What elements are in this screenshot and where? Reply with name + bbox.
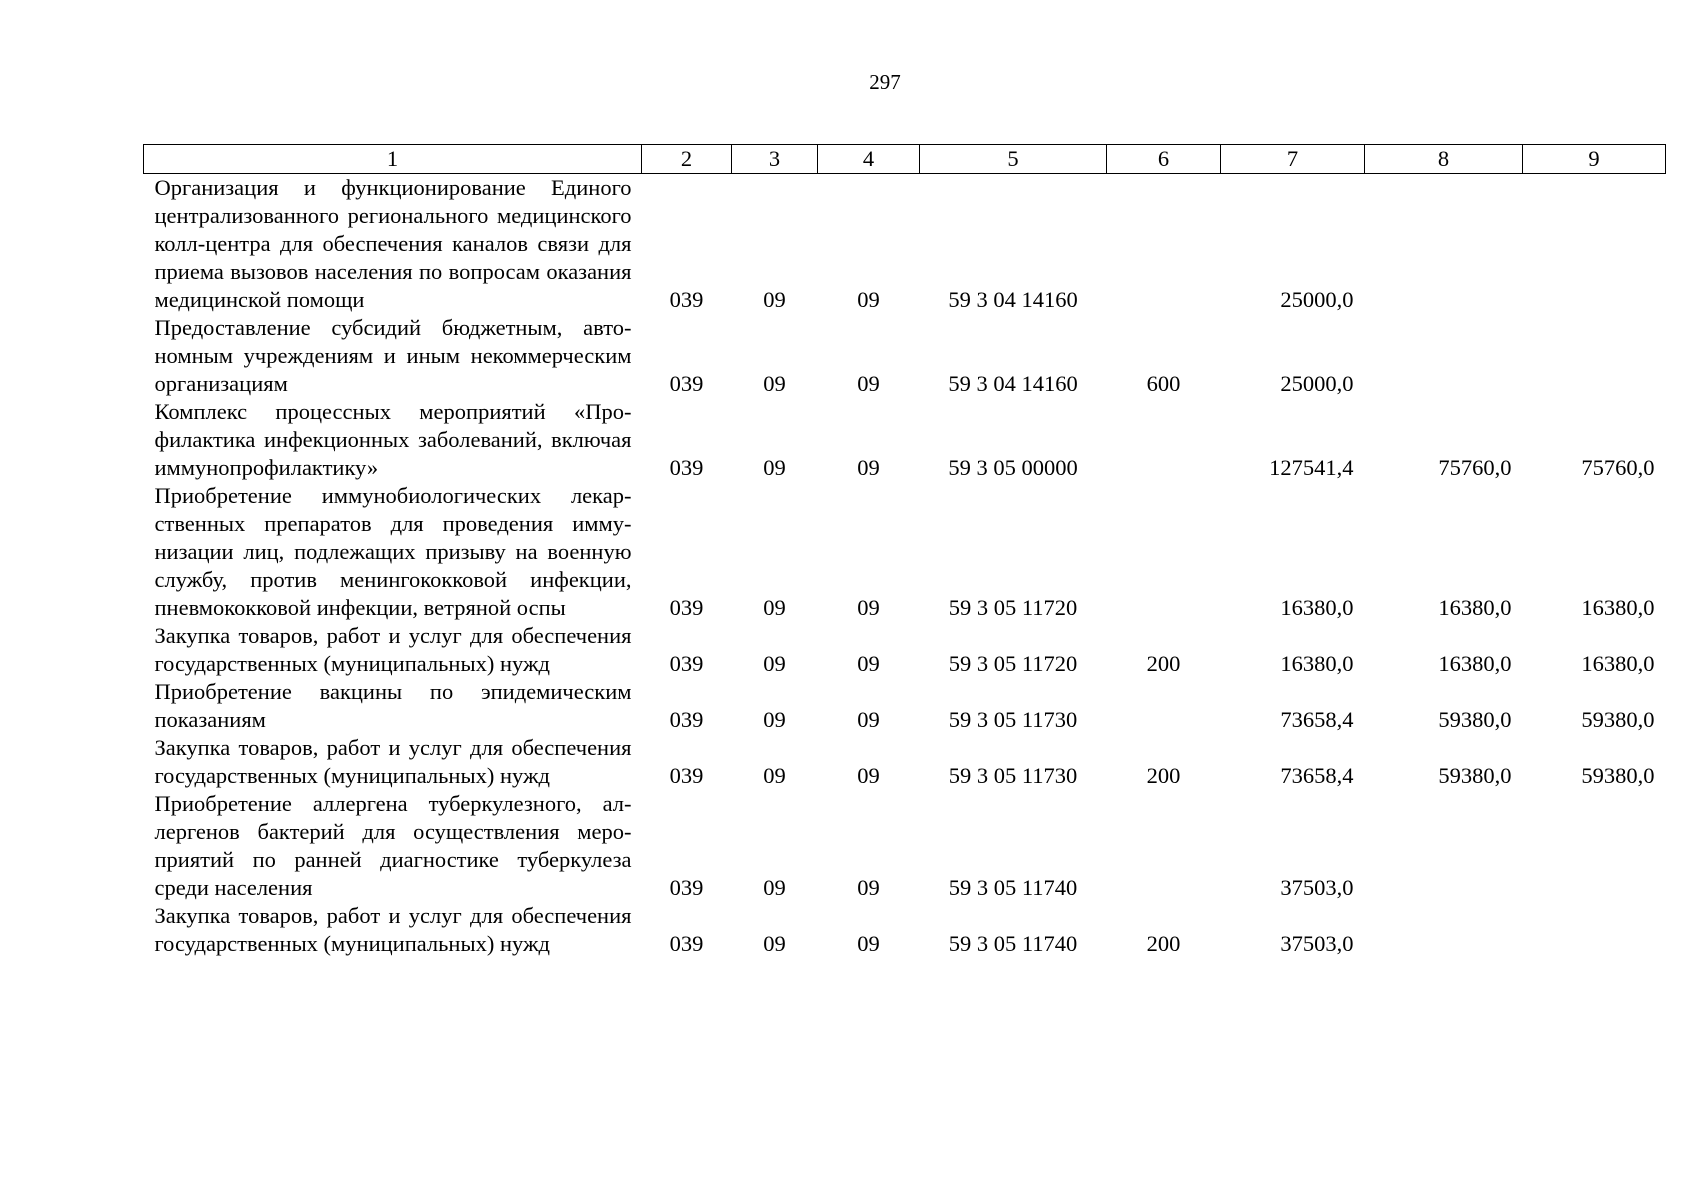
row-ministry-code: 039 xyxy=(669,595,704,620)
row-section-code: 09 xyxy=(763,875,786,900)
row-target-article: 59 3 05 11740 xyxy=(948,931,1078,956)
column-header-5: 5 xyxy=(920,145,1107,174)
row-amount-year-2: 59380,0 xyxy=(1438,763,1512,788)
row-amount-year-2: 16380,0 xyxy=(1438,651,1512,676)
row-section-code: 09 xyxy=(763,371,786,396)
row-amount-year-1: 16380,0 xyxy=(1280,595,1354,620)
row-amount-year-2: 75760,0 xyxy=(1438,455,1512,480)
row-description: Приобретение аллергена туберкулезного, аллергенов бактерий для осуществления мероприятий по ранней диагностике туберкулеза среди населения xyxy=(154,791,632,900)
row-ministry-code: 039 xyxy=(669,651,704,676)
table-row xyxy=(144,902,1666,958)
row-subsection-code: 09 xyxy=(857,595,880,620)
row-expense-type xyxy=(1107,482,1221,622)
row-target-article: 59 3 05 11730 xyxy=(948,763,1078,788)
column-header-4: 4 xyxy=(818,145,920,174)
row-ministry-code: 039 xyxy=(669,455,704,480)
row-amount-year-3: 59380,0 xyxy=(1581,707,1655,732)
row-amount-year-2 xyxy=(1365,902,1523,958)
row-expense-type xyxy=(1107,174,1221,315)
column-header-9: 9 xyxy=(1523,145,1666,174)
budget-table xyxy=(143,144,1666,958)
row-description: Закупка товаров, работ и услуг для обеспечения государственных (муниципальных) нужд xyxy=(154,903,632,956)
row-description: Закупка товаров, работ и услуг для обеспечения государственных (муниципальных) нужд xyxy=(154,623,632,676)
column-header-8: 8 xyxy=(1365,145,1523,174)
row-amount-year-3 xyxy=(1523,790,1666,902)
table-body xyxy=(144,174,1666,959)
row-ministry-code: 039 xyxy=(669,287,704,312)
row-expense-type: 600 xyxy=(1146,371,1181,396)
table-row xyxy=(144,482,1666,622)
row-target-article: 59 3 04 14160 xyxy=(948,371,1078,396)
row-section-code: 09 xyxy=(763,651,786,676)
row-description: Приобретение вакцины по эпидемическим показаниям xyxy=(154,679,632,732)
table-row xyxy=(144,790,1666,902)
row-expense-type xyxy=(1107,790,1221,902)
row-amount-year-1: 73658,4 xyxy=(1280,707,1354,732)
row-amount-year-3: 16380,0 xyxy=(1581,651,1655,676)
row-description: Закупка товаров, работ и услуг для обеспечения государственных (муниципальных) нужд xyxy=(154,735,632,788)
row-amount-year-1: 37503,0 xyxy=(1280,931,1354,956)
row-expense-type: 200 xyxy=(1146,763,1181,788)
row-subsection-code: 09 xyxy=(857,455,880,480)
row-section-code: 09 xyxy=(763,707,786,732)
row-section-code: 09 xyxy=(763,287,786,312)
row-amount-year-1: 73658,4 xyxy=(1280,763,1354,788)
table-row xyxy=(144,622,1666,678)
row-amount-year-1: 25000,0 xyxy=(1280,287,1354,312)
row-ministry-code: 039 xyxy=(669,931,704,956)
column-header-2: 2 xyxy=(642,145,732,174)
row-amount-year-1: 127541,4 xyxy=(1269,455,1354,480)
row-amount-year-3: 75760,0 xyxy=(1581,455,1655,480)
row-target-article: 59 3 05 11740 xyxy=(948,875,1078,900)
row-subsection-code: 09 xyxy=(857,763,880,788)
page-number: 297 xyxy=(869,70,901,94)
column-header-1: 1 xyxy=(144,145,642,174)
row-target-article: 59 3 05 11720 xyxy=(948,651,1078,676)
row-expense-type: 200 xyxy=(1146,931,1181,956)
row-section-code: 09 xyxy=(763,455,786,480)
row-target-article: 59 3 04 14160 xyxy=(948,287,1078,312)
row-subsection-code: 09 xyxy=(857,931,880,956)
row-ministry-code: 039 xyxy=(669,371,704,396)
row-description: Приобретение иммунобиологических лекарственных препаратов для проведения иммунизации лиц, подлежащих призыву на военную службу, против менингококковой инфекции, пневмококковой инфекции, ветряной оспы xyxy=(154,483,632,620)
row-section-code: 09 xyxy=(763,595,786,620)
row-target-article: 59 3 05 11730 xyxy=(948,707,1078,732)
row-amount-year-3 xyxy=(1523,314,1666,398)
table-header xyxy=(144,145,1666,174)
row-amount-year-2 xyxy=(1365,790,1523,902)
table-row xyxy=(144,734,1666,790)
column-header-7: 7 xyxy=(1221,145,1365,174)
row-amount-year-3: 59380,0 xyxy=(1581,763,1655,788)
table-row xyxy=(144,678,1666,734)
row-description: Предоставление субсидий бюджетным, автономным учреждениям и иным некоммерческим организациям xyxy=(154,315,632,396)
row-ministry-code: 039 xyxy=(669,763,704,788)
row-subsection-code: 09 xyxy=(857,287,880,312)
row-amount-year-2 xyxy=(1365,174,1523,315)
row-ministry-code: 039 xyxy=(669,707,704,732)
column-header-3: 3 xyxy=(732,145,818,174)
row-subsection-code: 09 xyxy=(857,371,880,396)
table-row xyxy=(144,174,1666,315)
row-amount-year-1: 37503,0 xyxy=(1280,875,1354,900)
row-amount-year-2 xyxy=(1365,314,1523,398)
row-amount-year-3 xyxy=(1523,174,1666,315)
table-row xyxy=(144,314,1666,398)
row-description: Комплекс процессных мероприятий «Профилактика инфекционных заболеваний, включая иммунопрофилактику» xyxy=(154,399,632,480)
row-target-article: 59 3 05 00000 xyxy=(948,455,1078,480)
column-header-6: 6 xyxy=(1107,145,1221,174)
row-amount-year-3: 16380,0 xyxy=(1581,595,1655,620)
row-description: Организация и функционирование Единого централизованного регионального медицинского колл-центра для обеспечения каналов связи для приема вызовов населения по вопросам оказания медицинской помощи xyxy=(154,175,632,312)
row-expense-type xyxy=(1107,398,1221,482)
header-row xyxy=(144,145,1666,174)
row-subsection-code: 09 xyxy=(857,707,880,732)
row-subsection-code: 09 xyxy=(857,651,880,676)
row-amount-year-3 xyxy=(1523,902,1666,958)
row-amount-year-1: 16380,0 xyxy=(1280,651,1354,676)
row-ministry-code: 039 xyxy=(669,875,704,900)
row-target-article: 59 3 05 11720 xyxy=(948,595,1078,620)
row-subsection-code: 09 xyxy=(857,875,880,900)
row-expense-type xyxy=(1107,678,1221,734)
row-section-code: 09 xyxy=(763,931,786,956)
row-amount-year-2: 59380,0 xyxy=(1438,707,1512,732)
row-section-code: 09 xyxy=(763,763,786,788)
table-row xyxy=(144,398,1666,482)
row-expense-type: 200 xyxy=(1146,651,1181,676)
row-amount-year-2: 16380,0 xyxy=(1438,595,1512,620)
row-amount-year-1: 25000,0 xyxy=(1280,371,1354,396)
